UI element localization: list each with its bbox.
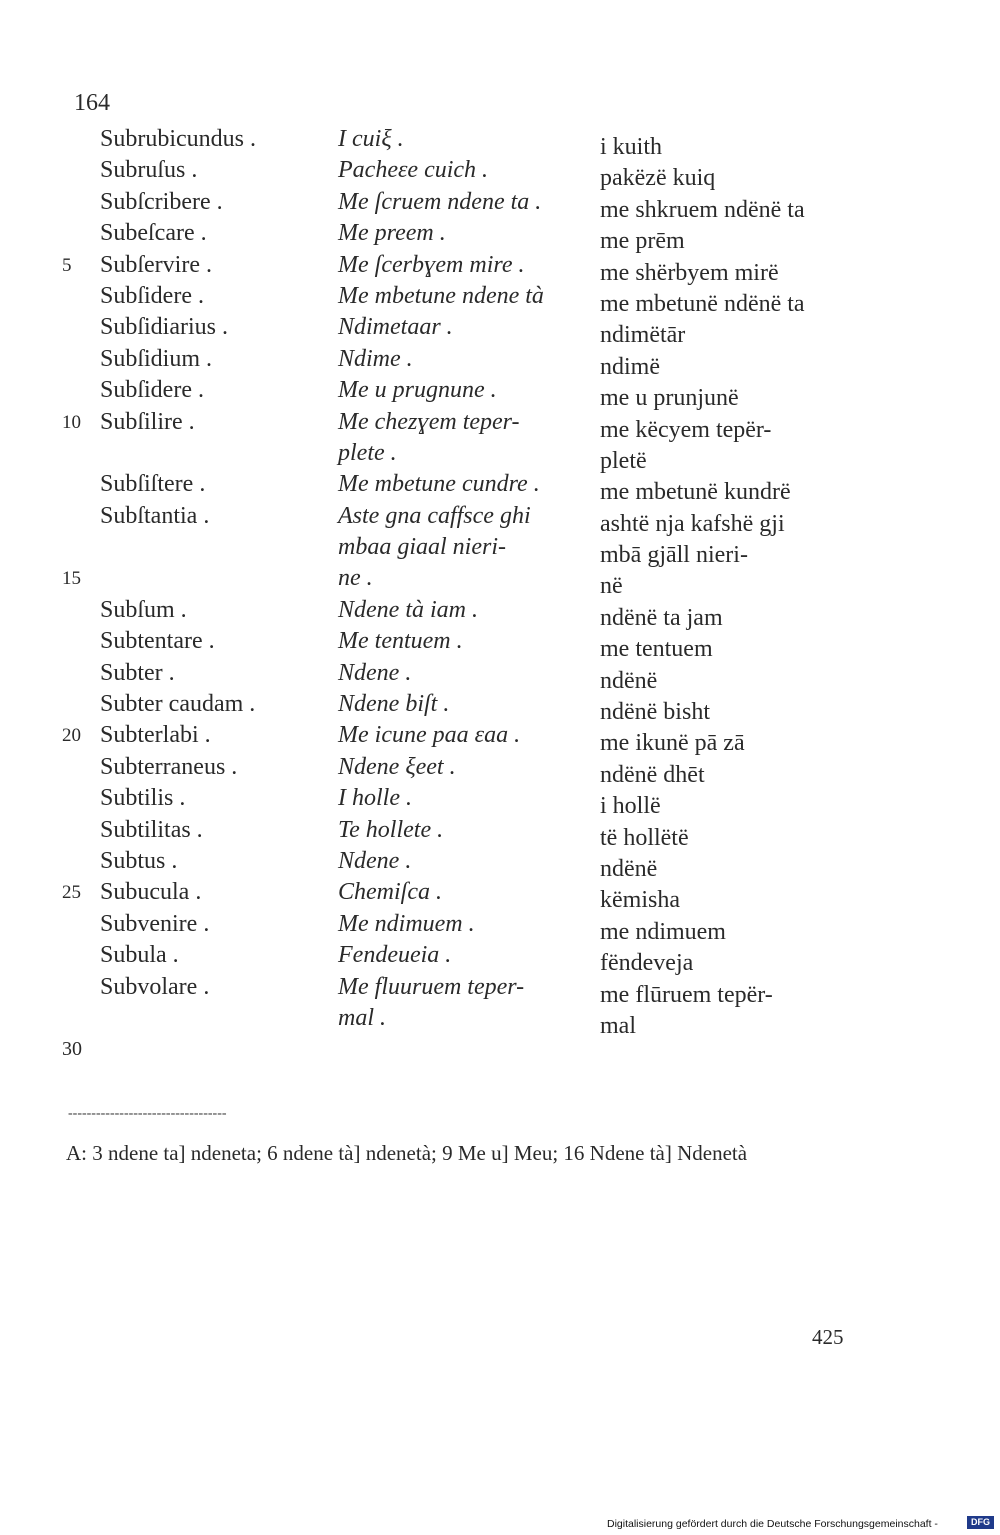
original-albanian: mbaa giaal nieri-	[338, 534, 506, 561]
original-albanian: Me tentuem .	[338, 628, 463, 655]
latin-headword: Subterraneus .	[100, 753, 238, 780]
dfg-credit: Digitalisierung gefördert durch die Deutsche Forschungsgemeinschaft -	[607, 1518, 938, 1530]
entry-row	[0, 596, 1000, 631]
page-number-top: 164	[74, 90, 110, 116]
entry-row	[0, 565, 1000, 600]
entry-row	[0, 1004, 1000, 1039]
original-albanian: Me preem .	[338, 220, 446, 247]
modern-albanian: ndënë	[600, 667, 658, 694]
latin-headword: Subterlabi .	[100, 722, 211, 749]
original-albanian: Ndene biſt .	[338, 691, 450, 718]
original-albanian: ne .	[338, 565, 373, 592]
original-albanian: Me mbetune cundre .	[338, 471, 540, 498]
line-number: 15	[62, 568, 81, 590]
latin-headword: Subtus .	[100, 847, 178, 874]
entry-row	[0, 314, 1000, 349]
modern-albanian: mbā gjāll nieri-	[600, 542, 748, 569]
latin-headword: Subſiſtere .	[100, 471, 206, 498]
entry-row	[0, 628, 1000, 663]
original-albanian: Ndene tà iam .	[338, 596, 478, 623]
entry-row	[0, 722, 1000, 757]
latin-headword: Subtilitas .	[100, 816, 203, 843]
original-albanian: plete .	[338, 439, 397, 466]
entry-row	[0, 471, 1000, 506]
latin-headword: Subter .	[100, 659, 175, 686]
modern-albanian: ndimëtār	[600, 322, 686, 349]
modern-albanian: me shkruem ndënë ta	[600, 196, 805, 223]
latin-headword: Subucula .	[100, 879, 202, 906]
modern-albanian: me mbetunë kundrë	[600, 479, 791, 506]
modern-albanian: me prēm	[600, 228, 685, 255]
dictionary-entries	[0, 126, 1000, 1039]
latin-headword: Subſcribere .	[100, 188, 223, 215]
entry-row	[0, 220, 1000, 255]
original-albanian: Me chezɣem teper-	[338, 408, 520, 435]
entry-row	[0, 910, 1000, 945]
original-albanian: Ndene .	[338, 659, 412, 686]
modern-albanian: pakëzë kuiq	[600, 165, 716, 192]
original-albanian: Chemiſca .	[338, 879, 442, 906]
original-albanian: Ndimetaar .	[338, 314, 453, 341]
entry-row	[0, 973, 1000, 1008]
original-albanian: Ndene .	[338, 847, 412, 874]
modern-albanian: ndënë dhēt	[600, 761, 705, 788]
latin-headword: Subſidiarius .	[100, 314, 229, 341]
entry-row	[0, 534, 1000, 569]
modern-albanian: në	[600, 573, 623, 600]
latin-headword: Subtilis .	[100, 785, 186, 812]
entry-row	[0, 251, 1000, 286]
entry-row	[0, 659, 1000, 694]
latin-headword: Subſidere .	[100, 282, 204, 309]
modern-albanian: të hollëtë	[600, 824, 689, 851]
original-albanian: Me ſcerbɣem mire .	[338, 251, 525, 278]
original-albanian: Me ndimuem .	[338, 910, 475, 937]
entry-row	[0, 879, 1000, 914]
latin-headword: Subtentare .	[100, 628, 215, 655]
original-albanian: Ndene ξeet .	[338, 753, 456, 780]
modern-albanian: i kuith	[600, 134, 663, 160]
modern-albanian: me ikunë pā zā	[600, 730, 745, 757]
original-albanian: Te hollete .	[338, 816, 444, 843]
latin-headword: Subſilire .	[100, 408, 195, 435]
original-albanian: Me mbetune ndene tà	[338, 282, 544, 309]
modern-albanian: me këcyem tepër-	[600, 416, 772, 443]
modern-albanian: mal	[600, 1012, 636, 1039]
original-albanian: I cuiξ .	[338, 126, 404, 152]
entry-row	[0, 753, 1000, 788]
modern-albanian: ndënë bisht	[600, 699, 710, 726]
original-albanian: Me ſcruem ndene ta .	[338, 188, 542, 215]
entry-row	[0, 408, 1000, 443]
modern-albanian: me mbetunë ndënë ta	[600, 290, 805, 317]
modern-albanian: pletë	[600, 447, 647, 474]
modern-albanian: ndënë ta jam	[600, 604, 723, 631]
latin-headword: Subſervire .	[100, 251, 212, 278]
latin-headword: Subvolare .	[100, 973, 210, 1000]
modern-albanian: me ndimuem	[600, 918, 726, 945]
modern-albanian: këmisha	[600, 887, 680, 914]
latin-headword: Subvenire .	[100, 910, 210, 937]
entry-row	[0, 282, 1000, 317]
original-albanian: mal .	[338, 1004, 386, 1031]
footnote: A: 3 ndene ta] ndeneta; 6 ndene tà] ndenetà; 9 Me u] Meu; 16 Ndene tà] Ndenetà	[66, 1141, 748, 1165]
page-number-bottom: 425	[812, 1325, 844, 1349]
line-number: 20	[62, 725, 81, 747]
dfg-logo: DFG	[967, 1516, 994, 1529]
entry-row	[0, 157, 1000, 192]
latin-headword: Subeſcare .	[100, 220, 207, 247]
entry-row	[0, 785, 1000, 820]
footnote-divider: ----------------------------------	[68, 1106, 227, 1121]
entry-row	[0, 502, 1000, 537]
entry-row	[0, 847, 1000, 882]
original-albanian: Pacheεe cuich .	[338, 157, 489, 184]
entry-row	[0, 942, 1000, 977]
original-albanian: Aste gna caffsce ghi	[338, 502, 531, 529]
entry-row	[0, 126, 1000, 160]
latin-headword: Subſtantia .	[100, 502, 210, 529]
modern-albanian: fëndeveja	[600, 950, 694, 977]
modern-albanian: me flūruem tepër-	[600, 981, 773, 1008]
modern-albanian: ndënë	[600, 855, 658, 882]
original-albanian: Ndime .	[338, 345, 413, 372]
modern-albanian: ndimë	[600, 353, 660, 380]
line-number: 10	[62, 411, 81, 433]
line-number: 5	[62, 254, 72, 276]
latin-headword: Subſidere .	[100, 377, 204, 404]
latin-headword: Subrubicundus .	[100, 126, 256, 152]
modern-albanian: me u prunjunë	[600, 385, 739, 412]
entry-row	[0, 345, 1000, 380]
original-albanian: Me u prugnune .	[338, 377, 497, 404]
latin-headword: Subula .	[100, 942, 179, 969]
modern-albanian: me tentuem	[600, 636, 713, 663]
original-albanian: Me fluuruem teper-	[338, 973, 525, 1000]
original-albanian: Fendeueia .	[338, 942, 452, 969]
entry-row	[0, 188, 1000, 223]
entry-row	[0, 377, 1000, 412]
latin-headword: Subſidium .	[100, 345, 213, 372]
entry-row	[0, 691, 1000, 726]
original-albanian: I holle .	[338, 785, 412, 812]
entry-row	[0, 439, 1000, 474]
line-number: 25	[62, 882, 81, 904]
entry-row	[0, 816, 1000, 851]
modern-albanian: ashtë nja kafshë gji	[600, 510, 785, 537]
line-number-30: 30	[62, 1038, 82, 1060]
modern-albanian: i hollë	[600, 793, 661, 820]
latin-headword: Subter caudam .	[100, 691, 256, 718]
latin-headword: Subſum .	[100, 596, 187, 623]
latin-headword: Subruſus .	[100, 157, 198, 184]
modern-albanian: me shërbyem mirë	[600, 259, 779, 286]
original-albanian: Me icune paa εaa .	[338, 722, 521, 749]
